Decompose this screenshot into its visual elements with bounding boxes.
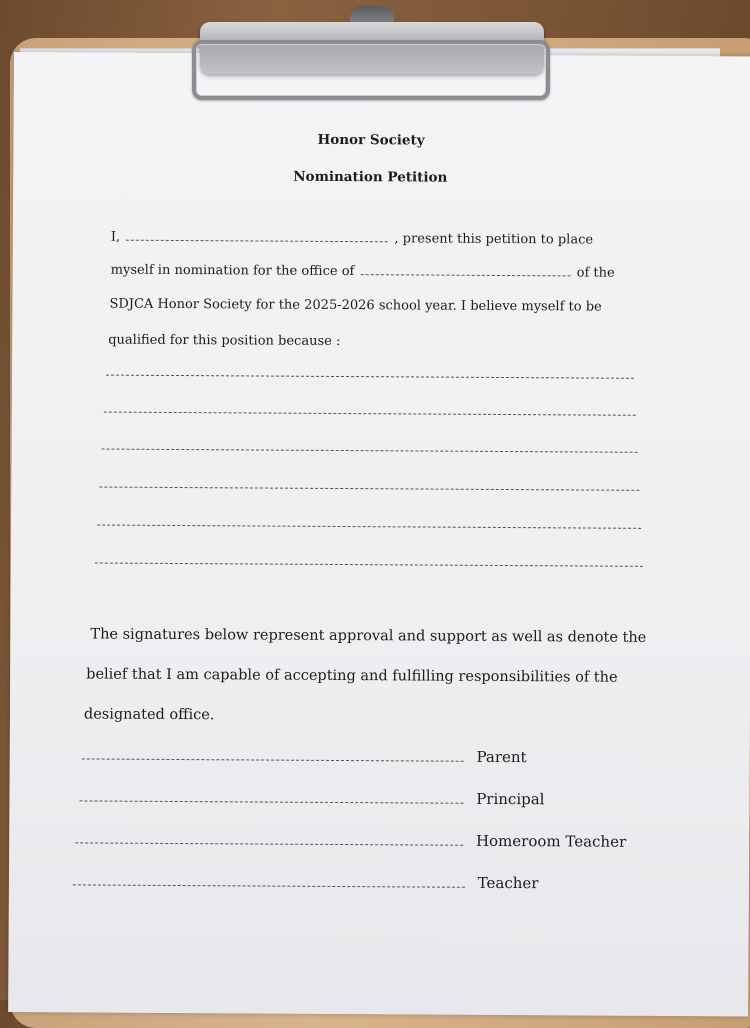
petition-paper <box>8 52 750 1017</box>
signature-role-homeroom-teacher: Homeroom Teacher <box>475 831 627 851</box>
document-subtitle: Nomination Petition <box>293 168 448 186</box>
statement-line-3: designated office. <box>83 706 215 724</box>
signature-line-parent[interactable] <box>82 757 464 761</box>
signature-line-principal[interactable] <box>79 799 463 803</box>
signature-row-homeroom-teacher <box>75 829 626 850</box>
reason-line-1[interactable] <box>106 375 634 379</box>
reason-line-6[interactable] <box>95 563 643 567</box>
petition-line-1-prefix: I, <box>110 229 121 245</box>
petition-line-3: SDJCA Honor Society for the 2025-2026 school year. I believe myself to be <box>109 296 602 315</box>
petition-line-1-suffix: , present this petition to place <box>394 231 594 248</box>
signature-row-principal <box>79 787 544 808</box>
statement-line-2: belief that I am capable of accepting and fulfilling responsibilities of the <box>86 666 618 686</box>
signature-role-principal: Principal <box>476 789 545 809</box>
petition-line-2 <box>111 263 615 281</box>
petition-line-2-suffix: of the <box>576 265 615 281</box>
signature-line-teacher[interactable] <box>73 883 465 887</box>
reason-line-3[interactable] <box>102 449 638 453</box>
signature-row-teacher <box>73 871 539 892</box>
document-title: Honor Society <box>317 131 425 149</box>
reason-line-4[interactable] <box>99 487 639 491</box>
office-blank[interactable] <box>360 273 570 276</box>
reason-line-2[interactable] <box>104 412 636 416</box>
signature-role-teacher: Teacher <box>477 873 539 893</box>
name-blank[interactable] <box>126 239 388 243</box>
signature-role-parent: Parent <box>476 747 527 767</box>
statement-line-1: The signatures below represent approval and support as well as denote the <box>90 626 647 646</box>
signature-line-homeroom-teacher[interactable] <box>75 841 463 845</box>
petition-line-2-prefix: myself in nomination for the office of <box>110 262 355 280</box>
reason-line-5[interactable] <box>97 525 641 529</box>
petition-line-4: qualified for this position because : <box>108 332 341 349</box>
clip-wire-loop[interactable] <box>192 40 550 100</box>
signature-row-parent <box>82 745 527 766</box>
petition-line-1 <box>111 230 593 248</box>
